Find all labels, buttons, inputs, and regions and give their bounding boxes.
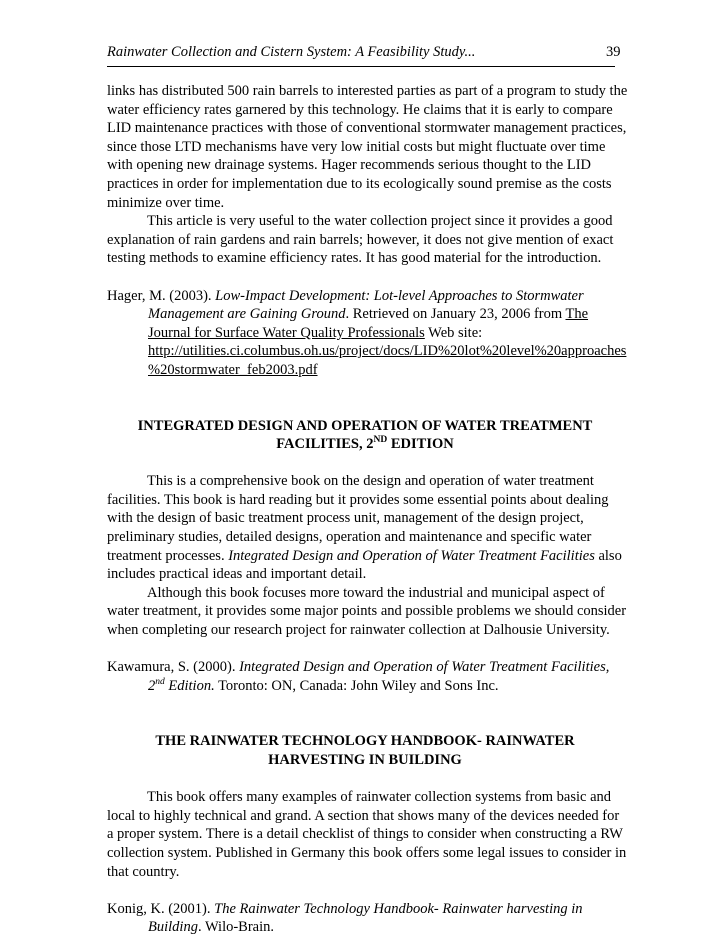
- text-line: water efficiency rates garnered by this technology. He claims that it is early to compare: [107, 101, 613, 118]
- section-heading-rainwater-handbook: [107, 732, 623, 769]
- reference-title: Building: [148, 919, 198, 936]
- reference-title: Low-Impact Development: Lot-level Approaches to Stormwater: [215, 287, 584, 304]
- heading-line: HARVESTING IN BUILDING: [268, 752, 462, 768]
- reference-title: Integrated Design and Operation of Water Treatment Facilities,: [239, 659, 610, 676]
- reference-url-link[interactable]: %20stormwater_feb2003.pdf: [148, 361, 318, 378]
- text-line: practices in order for implementation due to its ecologically sound premise as the costs: [107, 175, 612, 192]
- reference-publisher: Toronto: ON, Canada: John Wiley and Sons Inc.: [214, 677, 499, 694]
- text-line: minimize over time.: [107, 194, 225, 211]
- reference-line: [107, 324, 623, 343]
- text-line: with opening new drainage systems. Hager recommends serious thought to the LID: [107, 157, 592, 174]
- paragraph-lid-evaluation: [107, 212, 623, 268]
- reference-retrieved: . Retrieved on January 23, 2006 from: [345, 306, 566, 323]
- text-line: Although this book focuses more toward the industrial and municipal aspect of: [147, 584, 605, 601]
- text-line: collection system. Published in Germany this book offers some legal issues to consider in: [107, 844, 627, 861]
- reference-title: Management are Gaining Ground: [148, 306, 346, 323]
- reference-source: The: [565, 306, 589, 323]
- heading-line: THE RAINWATER TECHNOLOGY HANDBOOK- RAINWATER: [155, 733, 575, 750]
- text-line: This book offers many examples of rainwater collection systems from basic and: [147, 789, 612, 806]
- reference-kawamura: [107, 658, 623, 695]
- reference-author: Hager, M. (2003).: [107, 287, 216, 304]
- reference-url-line: [107, 342, 627, 361]
- running-header-title: Rainwater Collection and Cistern System: A Feasibility Study...: [107, 44, 476, 60]
- text-line: when completing our research project for rainwater collection at Dalhousie University.: [107, 622, 610, 639]
- text-line: links has distributed 500 rain barrels to interested parties as part of a program to study the: [107, 83, 628, 99]
- section-heading-integrated-design: [107, 417, 623, 454]
- reference-author: Kawamura, S. (2000).: [107, 659, 240, 676]
- reference-line: [107, 900, 623, 919]
- reference-title: The Rainwater Technology Handbook- Rainwater harvesting in: [214, 900, 583, 917]
- superscript: ND: [373, 435, 388, 446]
- reference-url-link[interactable]: http://utilities.ci.columbus.oh.us/project/docs/LID%20lot%20level%20approaches: [148, 343, 627, 360]
- reference-author: Konig, K. (2001).: [107, 900, 215, 917]
- heading-line: INTEGRATED DESIGN AND OPERATION OF WATER TREATMENT: [137, 417, 593, 434]
- text-line: a proper system. There is a detail checklist of things to consider when constructing a RW: [107, 826, 623, 843]
- reference-hager: [107, 287, 627, 380]
- heading-line: FACILITIES, 2ND EDITION: [276, 435, 454, 453]
- text-line: facilities. This book is hard reading but it provides some essential points about dealing: [107, 491, 609, 508]
- text-line: with the design of basic treatment process unit, management of the design project,: [107, 510, 584, 527]
- text-line: LID maintenance practices with those of conventional stormwater management practices,: [107, 120, 627, 137]
- reference-web-site: Web site:: [424, 324, 483, 341]
- text-line: since those LTD mechanisms have very low initial costs but might fluctuate over time: [107, 138, 606, 155]
- paragraph-lid-summary: [107, 82, 628, 212]
- page-body: [107, 82, 628, 937]
- text-line: water treatment, it provides some major points and possible problems we should consider: [107, 603, 627, 620]
- superscript: nd: [155, 676, 165, 687]
- book-title-inline: Integrated Design and Operation of Water Treatment Facilities: [228, 547, 595, 564]
- reference-line: [107, 287, 623, 306]
- text-line: This article is very useful to the water collection project since it provides a good: [147, 213, 613, 230]
- text-line: treatment processes. Integrated Design and Operation of Water Treatment Facilities also: [107, 547, 622, 564]
- header-rule: [107, 66, 615, 67]
- reference-line: 2nd Edition. Toronto: ON, Canada: John Wiley and Sons Inc.: [148, 676, 499, 694]
- reference-konig: [107, 900, 623, 937]
- reference-line: [107, 658, 623, 677]
- paragraph-book-description: [107, 472, 623, 584]
- reference-publisher: . Wilo-Brain.: [197, 919, 275, 936]
- reference-source: Journal for Surface Water Quality Professionals: [148, 324, 425, 341]
- paragraph-handbook-description: [107, 788, 627, 881]
- text-line: explanation of rain gardens and rain barrels; however, it does not give mention of exact: [107, 231, 614, 248]
- text-line: preliminary studies, detailed designs, operation and maintenance and specific water: [107, 529, 592, 546]
- reference-line: [107, 305, 623, 324]
- text-line: This is a comprehensive book on the design and operation of water treatment: [147, 473, 594, 490]
- text-line: that country.: [107, 863, 180, 880]
- reference-url-line: [107, 361, 623, 380]
- text-line: includes practical ideas and important detail.: [107, 566, 367, 583]
- reference-line: [107, 918, 623, 937]
- text-line: local to highly technical and grand. A section that shows many of the devices needed for: [107, 807, 620, 824]
- text-line: testing methods to examine efficiency rates. It has good material for the introduction.: [107, 250, 602, 267]
- page-number: 39: [606, 44, 621, 60]
- paragraph-book-relevance: [107, 584, 627, 640]
